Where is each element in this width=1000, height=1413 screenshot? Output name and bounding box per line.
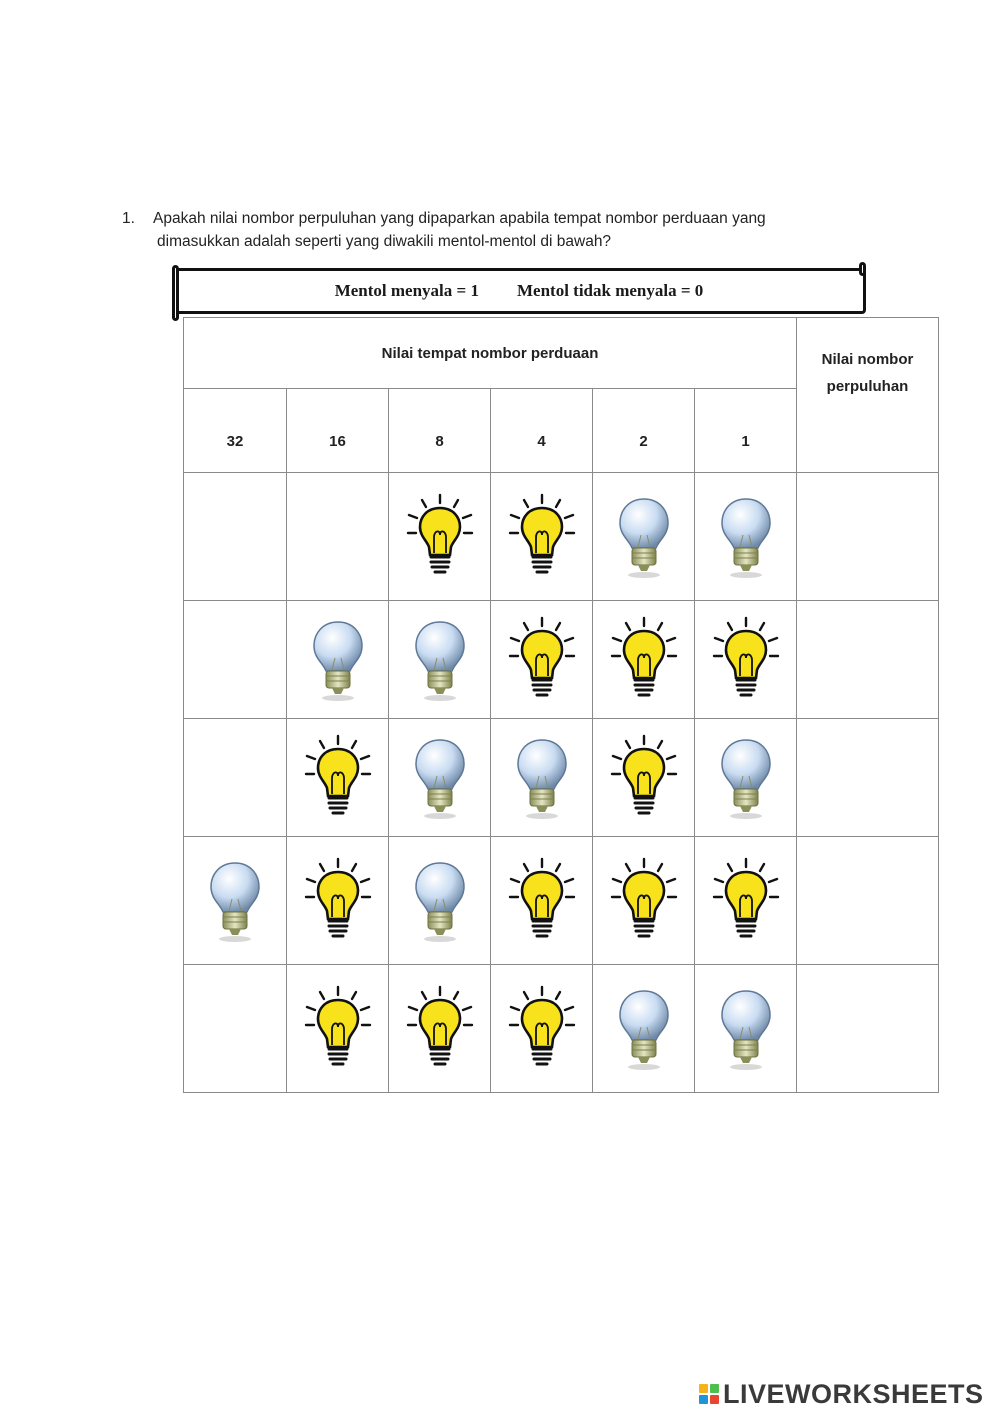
question-number: 1. bbox=[122, 210, 135, 227]
lit-bulb-icon bbox=[400, 981, 480, 1077]
unlit-bulb-icon bbox=[410, 859, 470, 943]
place-value-header: 1 bbox=[695, 389, 797, 473]
liveworksheets-brand bbox=[699, 1379, 984, 1409]
bulb-cell bbox=[184, 965, 287, 1093]
unlit-bulb-icon bbox=[716, 495, 776, 579]
place-value-header: 16 bbox=[287, 389, 389, 473]
bulb-cell bbox=[491, 965, 593, 1093]
legend bbox=[175, 281, 863, 301]
bulb-cell bbox=[695, 601, 797, 719]
bulb-cell bbox=[389, 473, 491, 601]
logo-tile bbox=[710, 1395, 719, 1404]
lit-bulb-icon bbox=[604, 853, 684, 949]
bulb-cell bbox=[184, 719, 287, 837]
bulb-cell bbox=[389, 601, 491, 719]
unlit-bulb-icon bbox=[512, 736, 572, 820]
unlit-bulb-icon bbox=[614, 987, 674, 1071]
decimal-answer-field[interactable] bbox=[797, 473, 939, 601]
bulb-cell bbox=[491, 601, 593, 719]
question-text-line-2: dimasukkan adalah seperti yang diwakili mentol-mentol di bawah? bbox=[157, 233, 612, 250]
bulb-cell bbox=[695, 965, 797, 1093]
lit-bulb-icon bbox=[502, 612, 582, 708]
unlit-bulb-icon bbox=[205, 859, 265, 943]
decimal-header-line-2: perpuluhan bbox=[826, 378, 909, 395]
unlit-bulb-icon bbox=[716, 987, 776, 1071]
bulb-cell bbox=[593, 837, 695, 965]
bulb-cell bbox=[287, 965, 389, 1093]
bulb-cell bbox=[389, 837, 491, 965]
lit-bulb-icon bbox=[298, 730, 378, 826]
binary-place-value-header: Nilai tempat nombor perduaan bbox=[184, 318, 797, 389]
legend-scroll-banner bbox=[172, 268, 866, 314]
bulb-row bbox=[184, 719, 939, 837]
bulb-cell bbox=[184, 473, 287, 601]
decimal-answer-field[interactable] bbox=[797, 965, 939, 1093]
bulb-cell bbox=[287, 473, 389, 601]
unlit-bulb-icon bbox=[308, 618, 368, 702]
logo-tile bbox=[699, 1384, 708, 1393]
bulb-cell bbox=[695, 473, 797, 601]
decimal-header-line-1: Nilai nombor bbox=[821, 351, 914, 368]
lit-bulb-icon bbox=[502, 489, 582, 585]
unlit-bulb-icon bbox=[410, 618, 470, 702]
liveworksheets-wordmark: LIVEWORKSHEETS bbox=[723, 1378, 984, 1409]
bulb-cell bbox=[287, 719, 389, 837]
unlit-bulb-icon bbox=[410, 736, 470, 820]
bulb-cell bbox=[695, 837, 797, 965]
bulb-cell bbox=[491, 719, 593, 837]
legend-off-label: Mentol tidak menyala = 0 bbox=[516, 281, 704, 300]
lit-bulb-icon bbox=[502, 981, 582, 1077]
binary-table bbox=[183, 317, 939, 1093]
decimal-answer-field[interactable] bbox=[797, 719, 939, 837]
bulb-cell bbox=[695, 719, 797, 837]
bulb-row bbox=[184, 473, 939, 601]
logo-tile bbox=[699, 1395, 708, 1404]
legend-on-label: Mentol menyala = 1 bbox=[334, 281, 479, 300]
logo-tile bbox=[710, 1384, 719, 1393]
lit-bulb-icon bbox=[706, 612, 786, 708]
lit-bulb-icon bbox=[400, 489, 480, 585]
place-value-header: 8 bbox=[389, 389, 491, 473]
bulb-cell bbox=[287, 601, 389, 719]
bulb-cell bbox=[389, 965, 491, 1093]
lit-bulb-icon bbox=[502, 853, 582, 949]
unlit-bulb-icon bbox=[716, 736, 776, 820]
bulb-row bbox=[184, 837, 939, 965]
unlit-bulb-icon bbox=[614, 495, 674, 579]
decimal-answer-field[interactable] bbox=[797, 601, 939, 719]
lit-bulb-icon bbox=[604, 612, 684, 708]
lit-bulb-icon bbox=[604, 730, 684, 826]
decimal-value-header bbox=[797, 318, 939, 473]
decimal-answer-field[interactable] bbox=[797, 837, 939, 965]
bulb-cell bbox=[491, 473, 593, 601]
bulb-row bbox=[184, 965, 939, 1093]
place-value-header: 4 bbox=[491, 389, 593, 473]
bulb-cell bbox=[491, 837, 593, 965]
lit-bulb-icon bbox=[706, 853, 786, 949]
liveworksheets-logo-icon bbox=[699, 1384, 719, 1404]
lit-bulb-icon bbox=[298, 853, 378, 949]
bulb-cell bbox=[593, 965, 695, 1093]
bulb-cell bbox=[593, 601, 695, 719]
question-text-line-1: Apakah nilai nombor perpuluhan yang dipaparkan apabila tempat nombor perduaan yang bbox=[153, 210, 766, 227]
bulb-cell bbox=[389, 719, 491, 837]
lit-bulb-icon bbox=[298, 981, 378, 1077]
bulb-cell bbox=[593, 473, 695, 601]
bulb-cell bbox=[184, 837, 287, 965]
bulb-cell bbox=[184, 601, 287, 719]
bulb-cell bbox=[287, 837, 389, 965]
bulb-row bbox=[184, 601, 939, 719]
place-value-header: 2 bbox=[593, 389, 695, 473]
place-value-header: 32 bbox=[184, 389, 287, 473]
bulb-cell bbox=[593, 719, 695, 837]
